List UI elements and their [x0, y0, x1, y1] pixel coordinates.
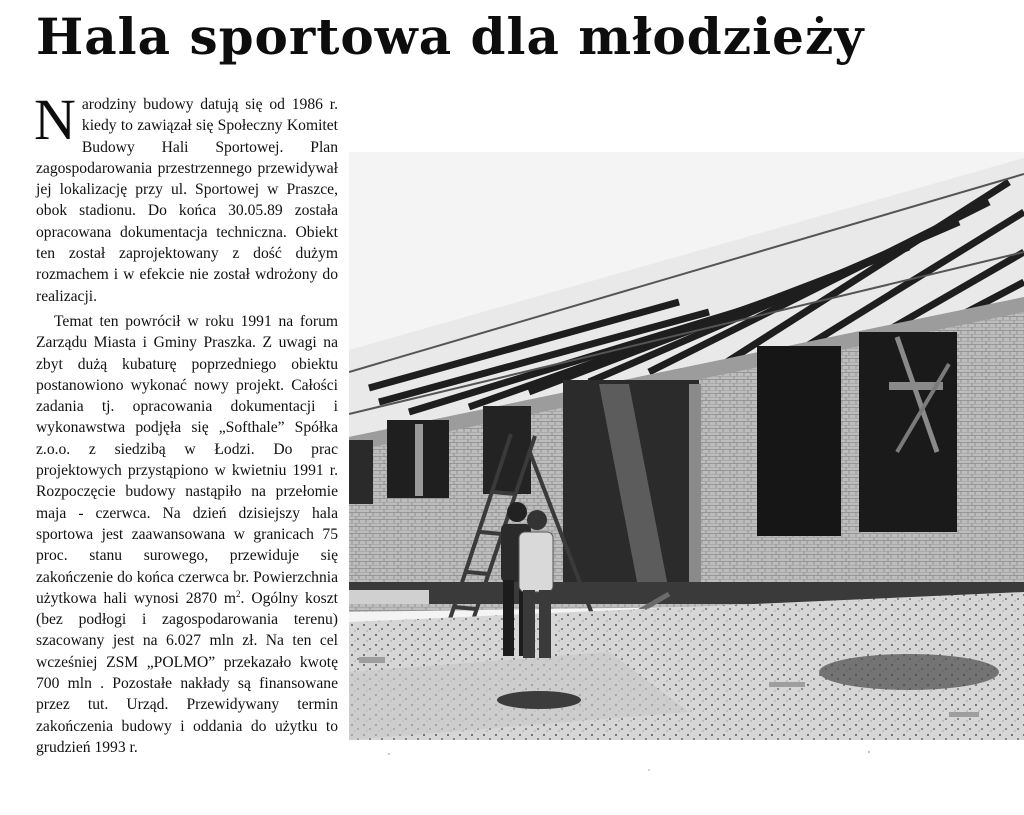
- drop-cap: N: [34, 87, 76, 152]
- article-paragraph-2: [36, 311, 338, 758]
- article-paragraph-1: [34, 87, 338, 307]
- paragraph-1-text: arodziny budowy datują się od 1986 r. kiedy to zawiązał się Społeczny Komitet Budowy Hali Sportowej. Plan zagospodarowania przestrzennego przewidywał jej lokalizację przy ul. Sportowej w Praszce, obok stadionu. Do końca 30.05.89 została opracowana dokumentacja techniczna. Obiekt ten został zaprojektowany z dość dużym rozmachem i w efekcie nie został wdrożony do realizacji.: [36, 96, 338, 305]
- paragraph-2-text-b: . Ogólny koszt (bez podłogi i zagospodarowania terenu) szacowany jest na 6.027 mln zł. Na ten cel wcześniej ZSM „POLMO” przekazało kwotę 700 mln . Pozostałe nakłady są finansowane przez tut. Urząd. Przewidywany termin zakończenia budowy i oddania do użytku to grudzień 1993 r.: [36, 589, 338, 756]
- scan-specks: [349, 740, 1024, 800]
- article-body: [34, 87, 338, 762]
- article-headline: Hala sportowa dla młodzieży: [36, 7, 865, 66]
- construction-photo: [349, 152, 1024, 740]
- paragraph-2-text-a: Temat ten powrócił w roku 1991 na forum Zarządu Miasta i Gminy Praszka. Z uwagi na zbyt dużą kubaturę poprzedniego obiektu postanowiono wykonać nowy projekt. Całości zadania tj. opracowania dokumentacji i wykonawstwa podjęła się „Softhale” Spółka z.o.o. z siedzibą w Łodzi. Do prac projektowych przystąpiono w kwietniu 1991 r. Rozpoczęcie budowy nastąpiło na przełomie maja - czerwca. Na dzień dzisiejszy hala sportowa jest zaawansowana w granicach 75 proc. stanu surowego, przewiduje się zakończenie do końca czerwca br. Powierzchnia użytkowa hali wynosi 2870 m: [36, 312, 338, 607]
- area-unit-superscript: 2: [236, 588, 241, 599]
